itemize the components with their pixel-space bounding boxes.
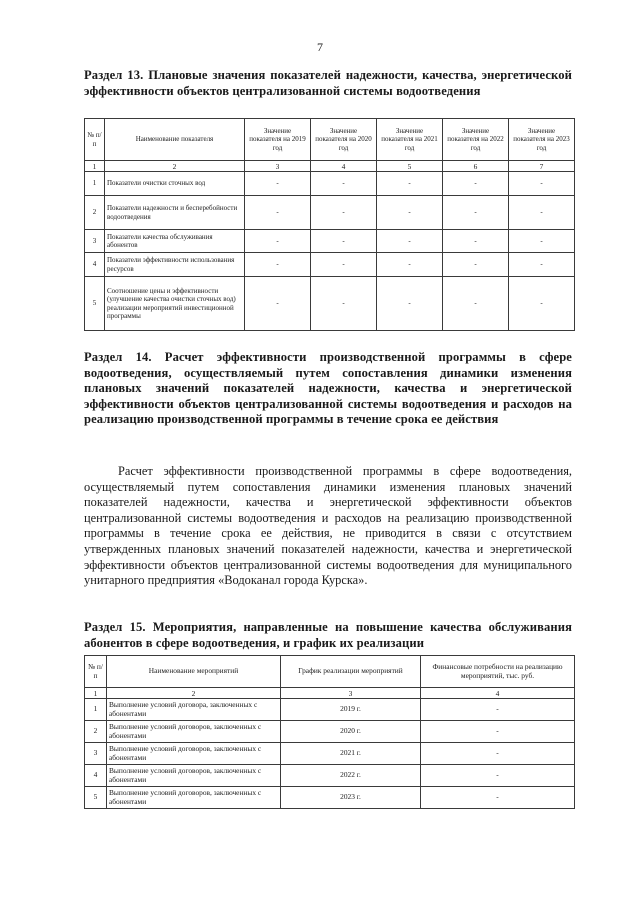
value-cell: - — [245, 230, 311, 253]
value-cell: - — [377, 230, 443, 253]
header-cell: № п/п — [85, 656, 107, 688]
row-number: 4 — [85, 253, 105, 277]
column-number: 4 — [311, 161, 377, 172]
measure-name: Выполнение условий договора, заключенных с абонентами — [107, 699, 281, 721]
finance-cell: - — [421, 765, 575, 787]
column-number: 2 — [107, 688, 281, 699]
header-cell: Финансовые потребности на реализацию мероприятий, тыс. руб. — [421, 656, 575, 688]
section-13-heading: Раздел 13. Плановые значения показателей надежности, качества, энергетической эффективности объектов централизованной системы водоотведения — [84, 68, 572, 98]
indicator-name: Показатели очистки сточных вод — [105, 172, 245, 196]
value-cell: - — [509, 253, 575, 277]
row-number: 2 — [85, 721, 107, 743]
finance-cell: - — [421, 721, 575, 743]
header-cell: График реализации мероприятий — [281, 656, 421, 688]
section-15-table — [84, 655, 575, 809]
indicator-name: Показатели качества обслуживания абонентов — [105, 230, 245, 253]
value-cell: - — [377, 172, 443, 196]
value-cell: - — [509, 230, 575, 253]
schedule-cell: 2021 г. — [281, 743, 421, 765]
measure-name: Выполнение условий договоров, заключенных с абонентами — [107, 743, 281, 765]
indicator-name: Соотношение цены и эффективности (улучшение качества очистки сточных вод) реализации мероприятий инвестиционной программы — [105, 277, 245, 331]
value-cell: - — [311, 253, 377, 277]
header-cell: Значение показателя на 2021 год — [377, 119, 443, 161]
row-number: 5 — [85, 787, 107, 809]
value-cell: - — [443, 230, 509, 253]
value-cell: - — [245, 172, 311, 196]
schedule-cell: 2022 г. — [281, 765, 421, 787]
value-cell: - — [377, 196, 443, 230]
column-number: 6 — [443, 161, 509, 172]
table-row — [85, 787, 575, 809]
table-row — [85, 699, 575, 721]
measure-name: Выполнение условий договоров, заключенных с абонентами — [107, 721, 281, 743]
value-cell: - — [443, 253, 509, 277]
value-cell: - — [377, 277, 443, 331]
schedule-cell: 2020 г. — [281, 721, 421, 743]
schedule-cell: 2019 г. — [281, 699, 421, 721]
value-cell: - — [509, 172, 575, 196]
value-cell: - — [377, 253, 443, 277]
section-14-paragraph: Расчет эффективности производственной программы в сфере водоотведения, осуществляемый путем сопоставления динамики изменения плановых значений показателей надежности, качества и энергетической эффективности объектов централизованной системы водоотведения и расходов на реализацию производственной программы в течение срока ее действия, не приводится в связи с отсутствием утвержденных плановых значений показателей надежности, качества и энергетической эффективности объектов централизованной системы водоотведения для муниципального унитарного предприятия «Водоканал города Курска». — [84, 464, 572, 588]
section-15-heading: Раздел 15. Мероприятия, направленные на повышение качества обслуживания абонентов в сфере водоотведения, и график их реализации — [84, 620, 572, 650]
value-cell: - — [443, 196, 509, 230]
table-row — [85, 253, 575, 277]
column-number: 3 — [245, 161, 311, 172]
table-header-row — [85, 119, 575, 161]
table-row — [85, 743, 575, 765]
value-cell: - — [509, 277, 575, 331]
row-number: 3 — [85, 230, 105, 253]
value-cell: - — [311, 230, 377, 253]
header-cell: Значение показателя на 2023 год — [509, 119, 575, 161]
section-14-heading: Раздел 14. Расчет эффективности производственной программы в сфере водоотведения, осуществляемый путем сопоставления динамики изменения плановых значений показателей надежности, качества и энергетической эффективности объектов централизованной системы водоотведения и расходов на реализацию производственной программы в течение срока ее действия — [84, 350, 572, 426]
value-cell: - — [245, 196, 311, 230]
header-cell: Наименование показателя — [105, 119, 245, 161]
column-number: 4 — [421, 688, 575, 699]
row-number: 5 — [85, 277, 105, 331]
measure-name: Выполнение условий договоров, заключенных с абонентами — [107, 787, 281, 809]
value-cell: - — [443, 277, 509, 331]
column-number: 1 — [85, 161, 105, 172]
finance-cell: - — [421, 699, 575, 721]
row-number: 1 — [85, 699, 107, 721]
column-number-row — [85, 688, 575, 699]
header-cell: Наименование мероприятий — [107, 656, 281, 688]
table-row — [85, 277, 575, 331]
finance-cell: - — [421, 787, 575, 809]
value-cell: - — [443, 172, 509, 196]
row-number: 3 — [85, 743, 107, 765]
value-cell: - — [245, 277, 311, 331]
table-row — [85, 196, 575, 230]
section-13-table — [84, 118, 575, 331]
header-cell: Значение показателя на 2019 год — [245, 119, 311, 161]
column-number: 5 — [377, 161, 443, 172]
value-cell: - — [509, 196, 575, 230]
value-cell: - — [311, 196, 377, 230]
value-cell: - — [245, 253, 311, 277]
row-number: 2 — [85, 196, 105, 230]
column-number: 2 — [105, 161, 245, 172]
header-cell: № п/п — [85, 119, 105, 161]
row-number: 4 — [85, 765, 107, 787]
indicator-name: Показатели надежности и бесперебойности водоотведения — [105, 196, 245, 230]
table-row — [85, 230, 575, 253]
indicator-name: Показатели эффективности использования ресурсов — [105, 253, 245, 277]
schedule-cell: 2023 г. — [281, 787, 421, 809]
column-number-row — [85, 161, 575, 172]
table-row — [85, 765, 575, 787]
value-cell: - — [311, 277, 377, 331]
page-number: 7 — [317, 40, 323, 54]
value-cell: - — [311, 172, 377, 196]
measure-name: Выполнение условий договоров, заключенных с абонентами — [107, 765, 281, 787]
column-number: 7 — [509, 161, 575, 172]
table-header-row — [85, 656, 575, 688]
header-cell: Значение показателя на 2020 год — [311, 119, 377, 161]
table-row — [85, 172, 575, 196]
column-number: 3 — [281, 688, 421, 699]
column-number: 1 — [85, 688, 107, 699]
row-number: 1 — [85, 172, 105, 196]
finance-cell: - — [421, 743, 575, 765]
header-cell: Значение показателя на 2022 год — [443, 119, 509, 161]
table-row — [85, 721, 575, 743]
